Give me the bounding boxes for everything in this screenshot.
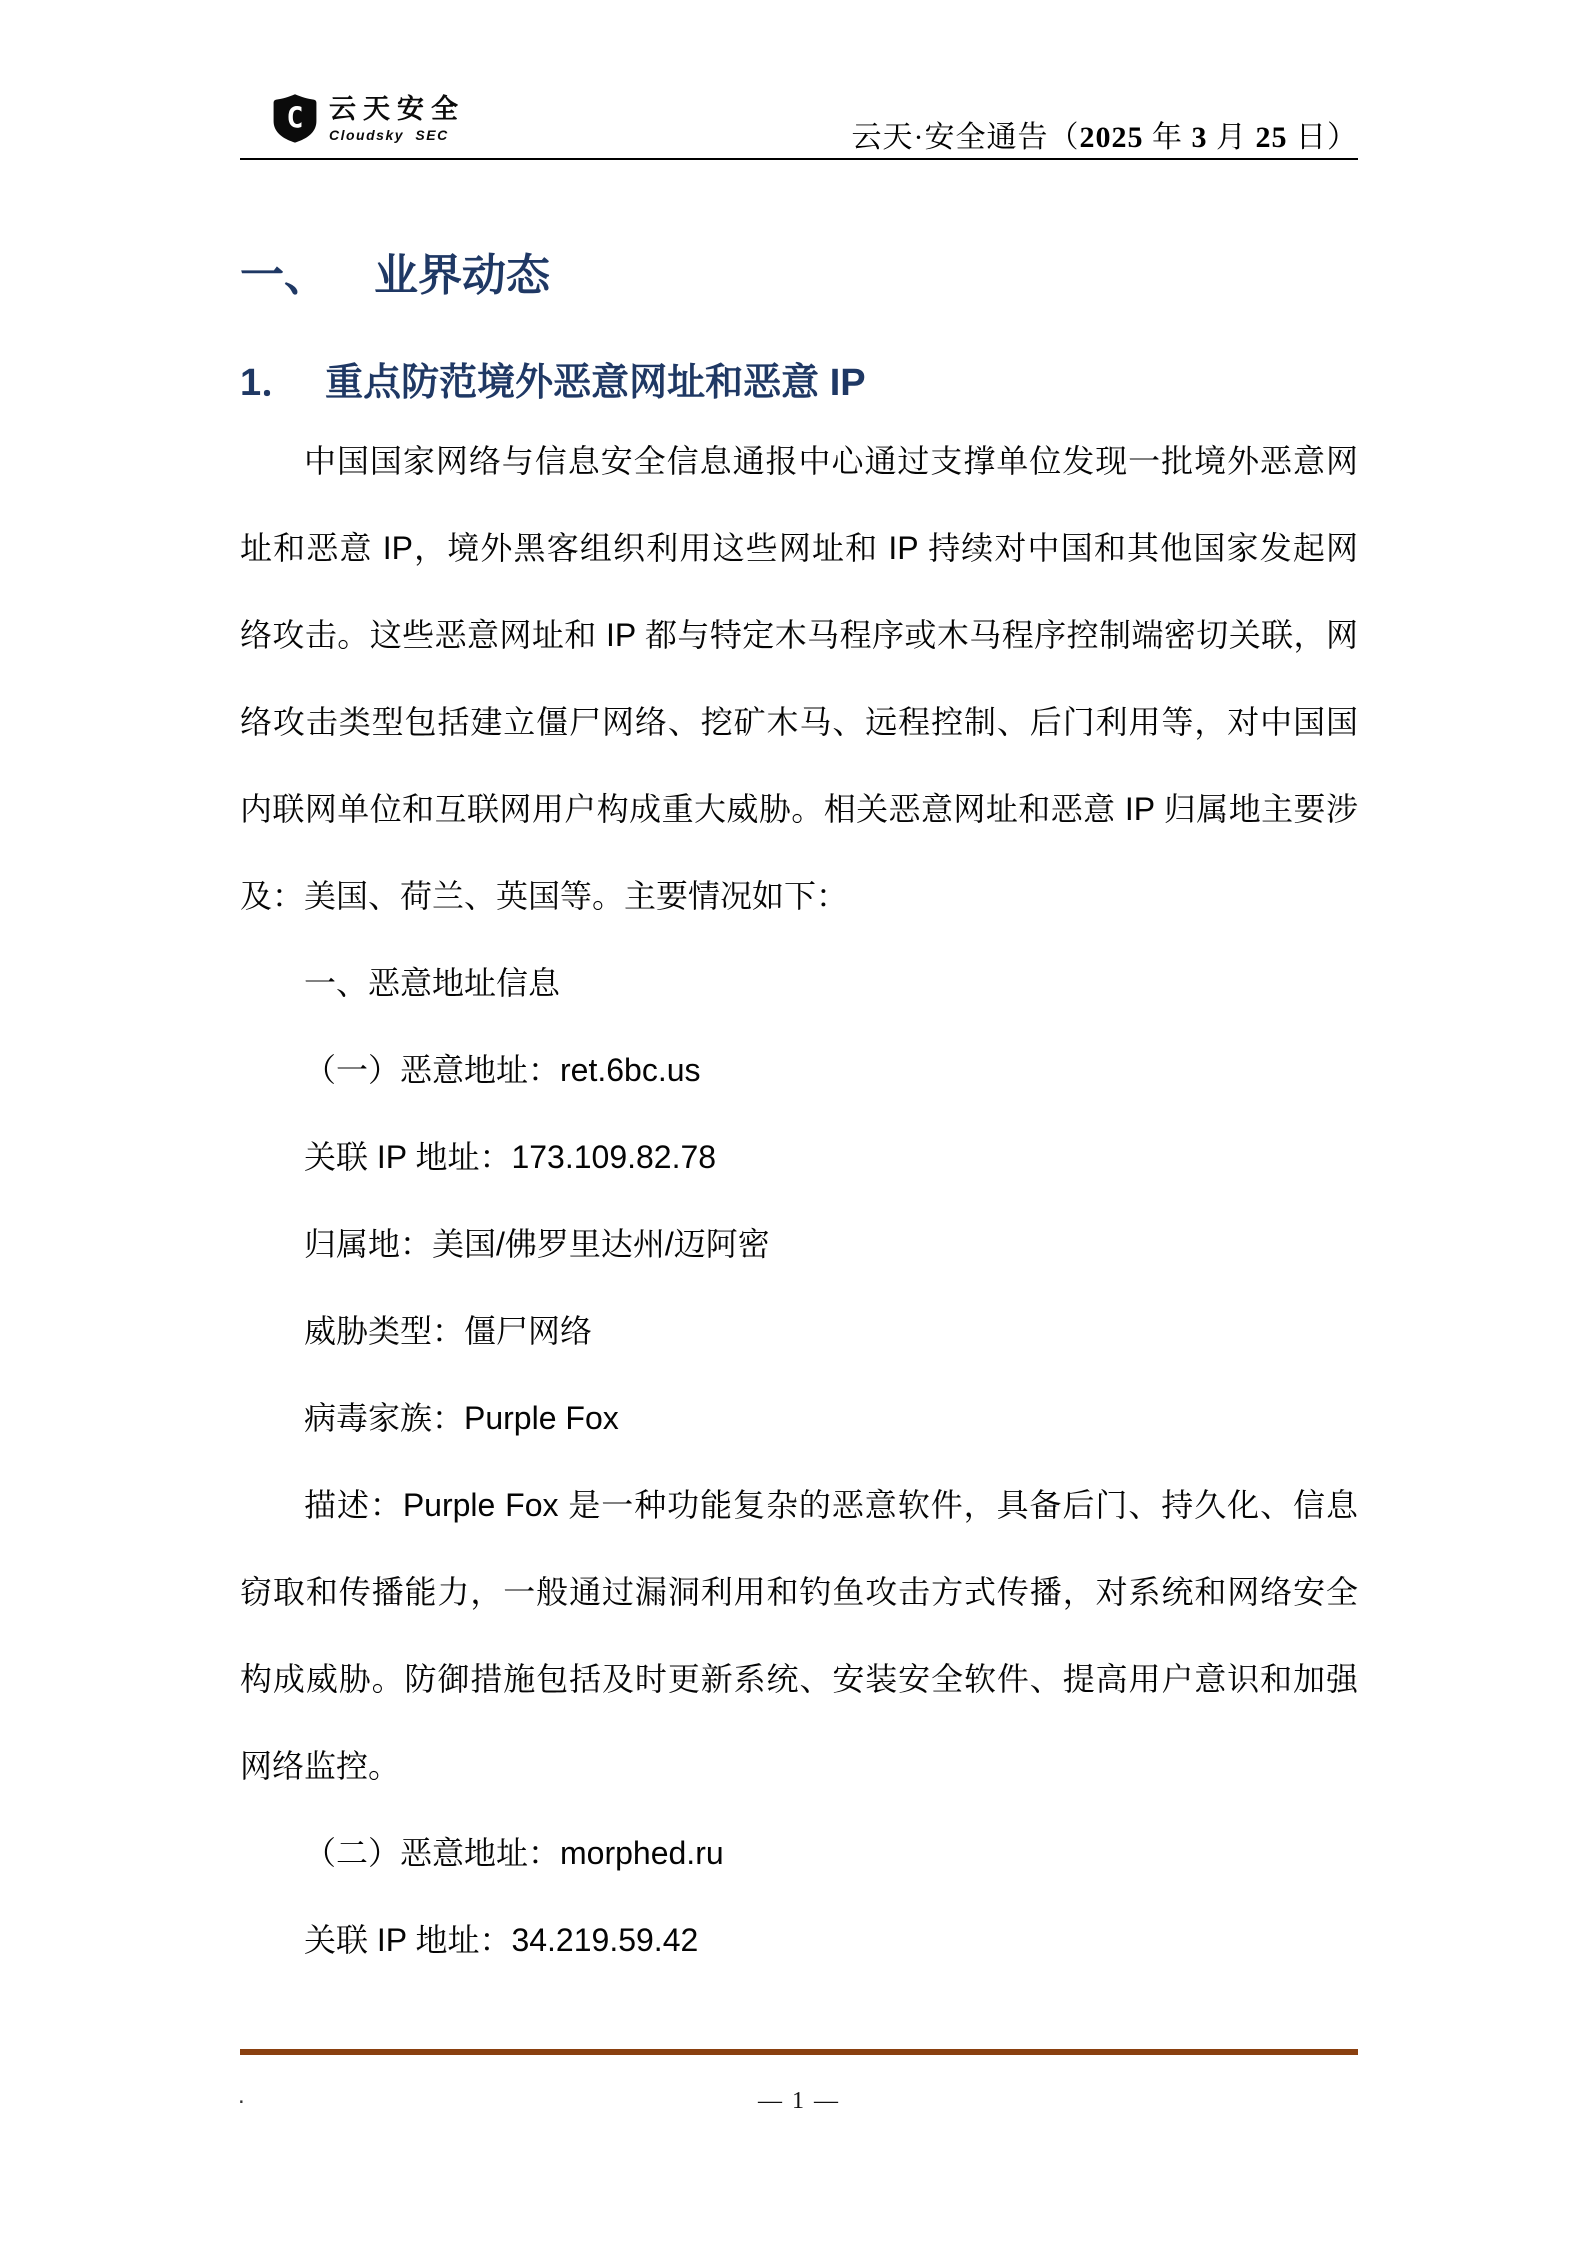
text-line: 病毒家族：Purple Fox	[304, 1400, 619, 1436]
logo-texts	[329, 95, 465, 143]
footer-stray-mark: .	[238, 2082, 245, 2109]
text-line: 描述：Purple Fox 是一种功能复杂的恶意软件，具备后门、持久化、信息	[304, 1487, 1358, 1523]
text-line: 中国国家网络与信息安全信息通报中心通过支撑单位发现一批境外恶意网	[304, 443, 1358, 479]
bulletin-title-segment: 月	[1207, 121, 1256, 154]
footer-divider-line	[240, 2049, 1358, 2055]
page-number: — 1 —	[758, 2088, 840, 2114]
bulletin-title-segment: 年	[1143, 121, 1192, 154]
bulletin-title-segment: 2025	[1079, 121, 1144, 154]
text-line: 关联 IP 地址：173.109.82.78	[304, 1139, 717, 1175]
text-line: 一、恶意地址信息	[304, 965, 561, 1001]
text-line: 网络监控。	[240, 1748, 401, 1784]
cloudsky-logo	[272, 92, 465, 144]
text-line: 归属地：美国/佛罗里达州/迈阿密	[304, 1226, 770, 1262]
subsection-heading	[240, 360, 866, 406]
text-line: （二）恶意地址：morphed.ru	[304, 1835, 724, 1871]
text-line: 内联网单位和互联网用户构成重大威胁。相关恶意网址和恶意 IP 归属地主要涉	[240, 791, 1358, 827]
body-text	[240, 418, 1358, 1984]
section-heading-text: 业界动态	[374, 251, 550, 300]
bulletin-title-segment: 日）	[1287, 121, 1358, 154]
text-line: 络攻击类型包括建立僵尸网络、挖矿木马、远程控制、后门利用等，对中国国	[240, 704, 1358, 740]
text-line: （一）恶意地址：ret.6bc.us	[304, 1052, 701, 1088]
text-line: 络攻击。这些恶意网址和 IP 都与特定木马程序或木马程序控制端密切关联，网	[240, 617, 1358, 653]
bulletin-title-segment: 25	[1255, 121, 1288, 154]
text-line: 址和恶意 IP，境外黑客组织利用这些网址和 IP 持续对中国和其他国家发起网	[240, 530, 1358, 566]
logo-letter: C	[286, 100, 304, 135]
logo-company-name: 云天安全	[329, 94, 465, 124]
text-line: 关联 IP 地址：34.219.59.42	[304, 1922, 699, 1958]
text-line: 威胁类型：僵尸网络	[304, 1313, 593, 1349]
section-heading-number: 一、	[240, 251, 328, 300]
logo-company-subtitle: Cloudsky SEC	[329, 126, 449, 143]
section-heading	[240, 250, 550, 302]
bulletin-title	[852, 112, 1359, 156]
bulletin-title-segment: 云天·安全通告（	[851, 121, 1080, 154]
header-divider-line	[240, 158, 1358, 160]
subsection-heading-text: 重点防范境外恶意网址和恶意 IP	[325, 362, 866, 404]
text-line: 构成威胁。防御措施包括及时更新系统、安装安全软件、提高用户意识和加强	[240, 1661, 1358, 1697]
subsection-heading-number: 1．	[240, 362, 300, 404]
text-line: 及：美国、荷兰、英国等。主要情况如下：	[240, 878, 849, 914]
bulletin-title-segment: 3	[1191, 121, 1208, 154]
text-line: 窃取和传播能力，一般通过漏洞利用和钓鱼攻击方式传播，对系统和网络安全	[240, 1574, 1358, 1610]
shield-c-logo-icon	[272, 92, 318, 144]
